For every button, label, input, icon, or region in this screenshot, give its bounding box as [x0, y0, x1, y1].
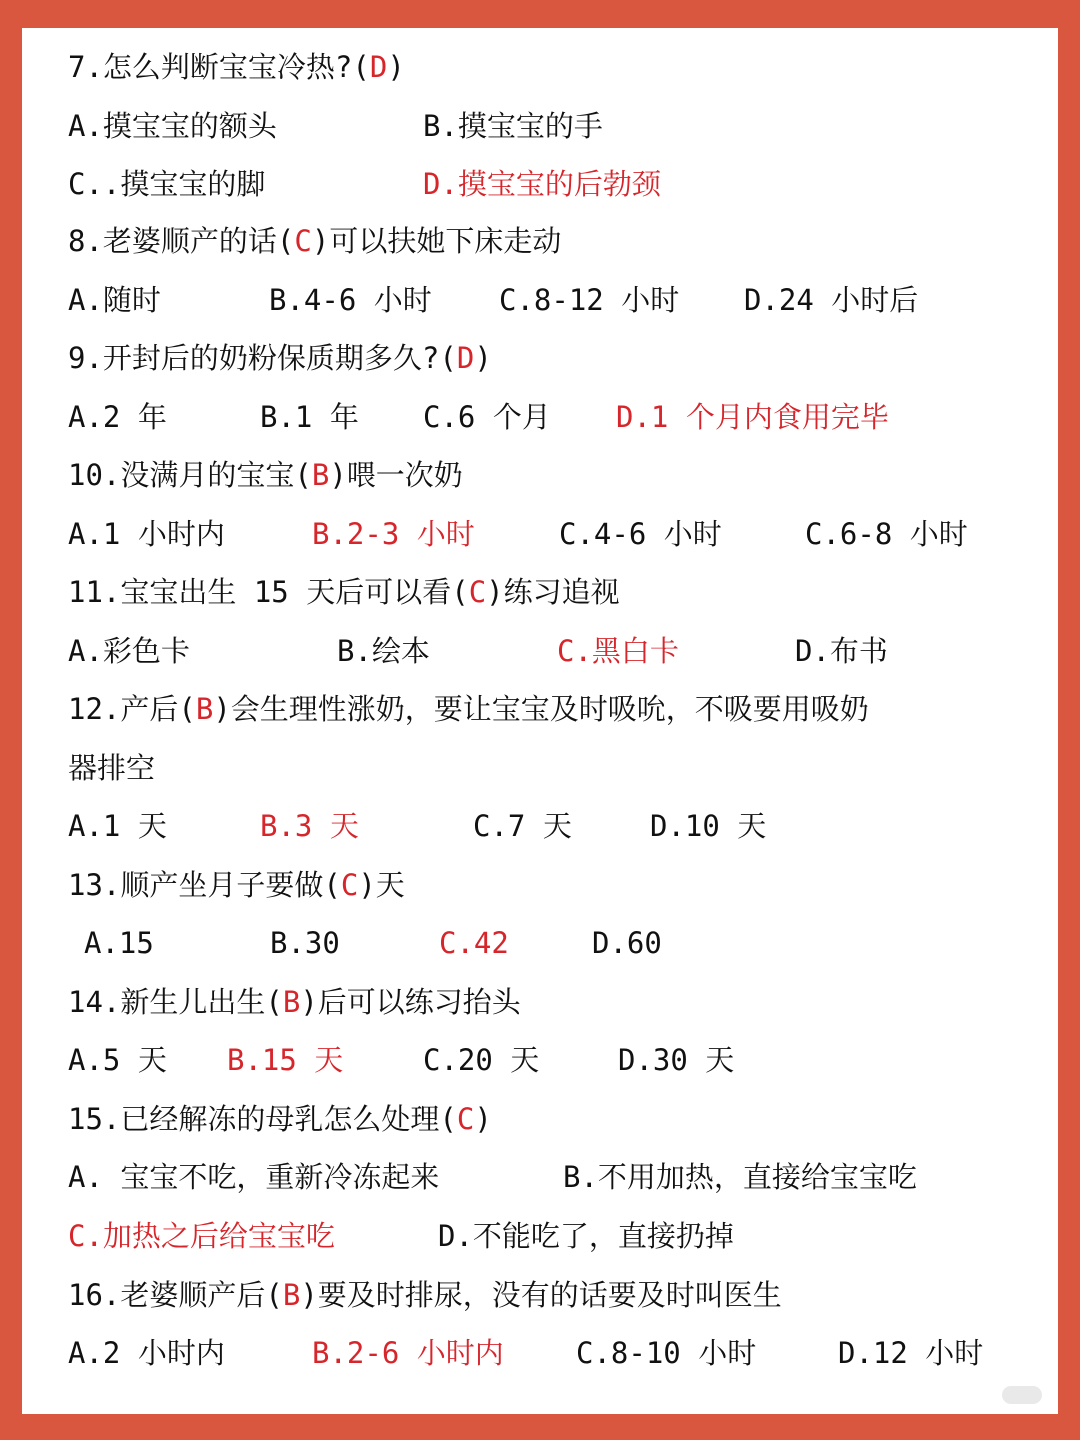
option[interactable]: C.20 天 — [423, 1043, 540, 1077]
option-correct[interactable]: B.2-3 小时 — [312, 517, 475, 551]
option[interactable]: D.24 小时后 — [744, 283, 919, 317]
option[interactable]: C.7 天 — [473, 809, 572, 843]
option-correct[interactable]: B.2-6 小时内 — [312, 1336, 504, 1370]
question-prefix: 15.已经解冻的母乳怎么处理( — [68, 1102, 457, 1136]
quiz-sheet — [22, 28, 1058, 1414]
option-row — [22, 1328, 1058, 1378]
question-prefix: 11.宝宝出生 15 天后可以看( — [68, 575, 469, 609]
question-suffix: ) — [474, 1102, 492, 1136]
option[interactable]: B.1 年 — [260, 400, 359, 434]
question-prefix: 10.没满月的宝宝( — [68, 458, 312, 492]
option-correct[interactable]: D.1 个月内食用完毕 — [616, 400, 889, 434]
option[interactable]: C.4-6 小时 — [559, 517, 722, 551]
option-correct[interactable]: D.摸宝宝的后勃颈 — [423, 167, 661, 201]
option[interactable]: A.2 小时内 — [68, 1336, 225, 1370]
option-row — [22, 918, 1058, 968]
option-row — [22, 392, 1058, 442]
answer-letter: C — [456, 1102, 475, 1136]
answer-letter: D — [369, 50, 388, 84]
question-text — [68, 977, 521, 1027]
question-text — [68, 450, 463, 500]
option[interactable]: C.8-12 小时 — [499, 283, 680, 317]
option-row — [22, 1211, 1058, 1261]
question-text — [68, 216, 561, 266]
option[interactable]: B.30 — [270, 926, 340, 960]
option[interactable]: B.绘本 — [337, 634, 430, 668]
option-correct[interactable]: C.42 — [439, 926, 509, 960]
option[interactable]: A.1 天 — [68, 809, 167, 843]
option[interactable]: C.6-8 小时 — [805, 517, 968, 551]
question-suffix: )天 — [358, 868, 405, 902]
option-row — [22, 626, 1058, 676]
answer-letter: B — [195, 692, 214, 726]
question-text — [68, 1270, 782, 1320]
question-prefix: 7.怎么判断宝宝冷热?( — [68, 50, 370, 84]
question-prefix: 16.老婆顺产后( — [68, 1278, 283, 1312]
option-row — [22, 101, 1058, 151]
question-suffix: )会生理性涨奶，要让宝宝及时吸吮，不吸要用吸奶 — [213, 692, 869, 726]
option[interactable]: D.60 — [592, 926, 662, 960]
option-row — [22, 801, 1058, 851]
option-correct[interactable]: B.15 天 — [227, 1043, 344, 1077]
answer-letter: B — [311, 458, 330, 492]
question-suffix: )要及时排尿，没有的话要及时叫医生 — [300, 1278, 782, 1312]
option-correct[interactable]: B.3 天 — [260, 809, 359, 843]
question-suffix: )可以扶她下床走动 — [311, 224, 562, 258]
option[interactable]: C..摸宝宝的脚 — [68, 167, 266, 201]
question-prefix: 14.新生儿出生( — [68, 985, 283, 1019]
question-suffix: )后可以练习抬头 — [300, 985, 521, 1019]
question-text — [68, 333, 492, 383]
question-suffix: )喂一次奶 — [329, 458, 463, 492]
option[interactable]: A.随时 — [68, 283, 161, 317]
question-text — [68, 684, 869, 734]
option[interactable]: A.5 天 — [68, 1043, 167, 1077]
question-suffix: ) — [474, 341, 492, 375]
answer-letter: B — [282, 985, 301, 1019]
question-text — [68, 567, 620, 617]
option[interactable]: D.布书 — [795, 634, 888, 668]
watermark-badge — [1002, 1386, 1042, 1404]
answer-letter: B — [282, 1278, 301, 1312]
question-text — [68, 860, 405, 910]
question-suffix: ) — [387, 50, 405, 84]
option[interactable]: D.30 天 — [618, 1043, 735, 1077]
option-row — [22, 1035, 1058, 1085]
option-row — [22, 275, 1058, 325]
question-prefix: 9.开封后的奶粉保质期多久?( — [68, 341, 457, 375]
option[interactable]: A.15 — [84, 926, 154, 960]
option-correct[interactable]: C.加热之后给宝宝吃 — [68, 1219, 335, 1253]
option[interactable]: C.8-10 小时 — [576, 1336, 757, 1370]
question-text — [68, 1094, 492, 1144]
option[interactable]: D.不能吃了，直接扔掉 — [438, 1219, 734, 1253]
option[interactable]: B.摸宝宝的手 — [423, 109, 603, 143]
option[interactable]: C.6 个月 — [423, 400, 551, 434]
question-prefix: 8.老婆顺产的话( — [68, 224, 295, 258]
answer-letter: C — [468, 575, 487, 609]
answer-letter: D — [456, 341, 475, 375]
option[interactable]: A.彩色卡 — [68, 634, 190, 668]
option[interactable]: B.不用加热，直接给宝宝吃 — [563, 1160, 917, 1194]
option[interactable]: A.摸宝宝的额头 — [68, 109, 277, 143]
option[interactable]: A. 宝宝不吃，重新冷冻起来 — [68, 1160, 440, 1194]
question-continuation: 器排空 — [68, 751, 156, 785]
option-correct[interactable]: C.黑白卡 — [557, 634, 679, 668]
question-prefix: 12.产后( — [68, 692, 196, 726]
answer-letter: C — [294, 224, 312, 258]
option[interactable]: A.2 年 — [68, 400, 167, 434]
question-text — [68, 42, 405, 92]
option[interactable]: B.4-6 小时 — [269, 283, 432, 317]
option[interactable]: D.10 天 — [650, 809, 767, 843]
question-prefix: 13.顺产坐月子要做( — [68, 868, 341, 902]
option[interactable]: D.12 小时 — [838, 1336, 984, 1370]
option-row — [22, 159, 1058, 209]
option-row — [22, 509, 1058, 559]
option[interactable]: A.1 小时内 — [68, 517, 225, 551]
answer-letter: C — [340, 868, 359, 902]
option-row — [22, 1152, 1058, 1202]
question-suffix: )练习追视 — [486, 575, 620, 609]
